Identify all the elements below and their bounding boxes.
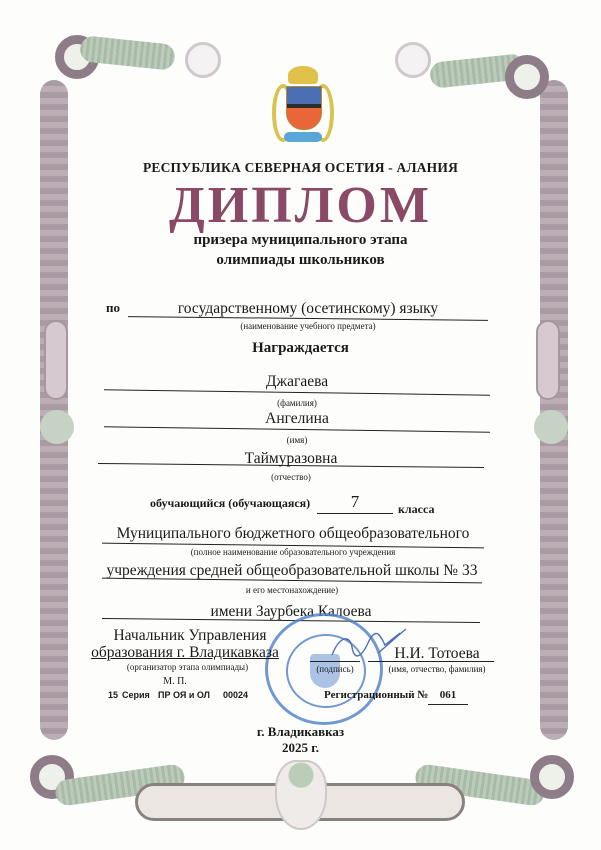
grade-suffix: класса: [398, 502, 435, 516]
registration-number: 061: [439, 689, 457, 701]
year: 2025 г.: [282, 740, 319, 755]
left-side-ornament: [44, 320, 68, 400]
organizer-hint: (организатор этапа олимпиады): [126, 662, 249, 672]
right-side-ball-ornament: [534, 410, 568, 444]
grade-value: 7: [350, 492, 360, 511]
registration-label: Регистрационный №: [324, 689, 429, 701]
left-side-ball-ornament: [40, 410, 74, 444]
recipient-patronymic: Таймуразовна: [244, 450, 338, 467]
name-hint: (имя): [286, 435, 308, 445]
registration-underline: [428, 704, 468, 705]
surname-hint: (фамилия): [277, 398, 317, 408]
subtitle-line-1: призера муниципального этапа: [193, 232, 408, 248]
series-label: Серия: [122, 690, 150, 700]
signature-underline: [310, 661, 360, 662]
series-number-prefix: 15: [108, 690, 119, 700]
signer-name: Н.И. Тотоева: [394, 645, 480, 662]
top-right-curl-ornament: [505, 55, 549, 99]
bottom-right-curl-ornament: [530, 755, 574, 799]
signer-hint: (имя, отчество, фамилия): [388, 664, 486, 674]
grade-underline: [317, 513, 393, 514]
subject-value: государственному (осетинскому) языку: [177, 300, 439, 317]
series-code: ПР ОЯ и ОЛ: [158, 690, 210, 700]
school-hint1: (полное наименование образовательного учреждения: [190, 547, 396, 557]
school-line2: учреждения средней общеобразовательной школы № 33: [106, 562, 478, 579]
subject-prefix: по: [106, 300, 120, 315]
republic-name: РЕСПУБЛИКА СЕВЕРНАЯ ОСЕТИЯ - АЛАНИЯ: [142, 160, 459, 175]
school-line3: имени Заурбека Калоева: [210, 603, 372, 620]
city: г. Владикавказ: [256, 724, 345, 739]
stamp-place-label: М. П.: [163, 676, 187, 687]
series-number: 00024: [223, 690, 249, 700]
top-left-swirl-ornament: [185, 42, 221, 78]
organizer-line2: образования г. Владикавказа: [91, 644, 279, 661]
subtitle-line-2: олимпиады школьников: [216, 252, 385, 268]
recipient-name: Ангелина: [265, 410, 329, 427]
top-right-swirl-ornament: [395, 42, 431, 78]
organizer-line1: Начальник Управления: [113, 627, 267, 644]
awarded-label: Награждается: [252, 340, 349, 356]
coat-of-arms-icon: [270, 66, 336, 150]
subject-hint: (наименование учебного предмета): [240, 321, 376, 331]
bottom-center-ornament: [275, 760, 327, 830]
school-hint2: и его местонахождение): [245, 585, 339, 595]
diploma-title: ДИПЛОМ: [169, 177, 432, 234]
recipient-surname: Джагаева: [265, 373, 329, 390]
signature-hint: (подпись): [316, 664, 354, 674]
school-line1: Муниципального бюджетного общеобразовательного: [116, 525, 470, 542]
right-side-ornament: [536, 320, 560, 400]
grade-prefix: обучающийся (обучающаяся): [150, 496, 311, 510]
patronymic-hint: (отчество): [271, 472, 311, 482]
